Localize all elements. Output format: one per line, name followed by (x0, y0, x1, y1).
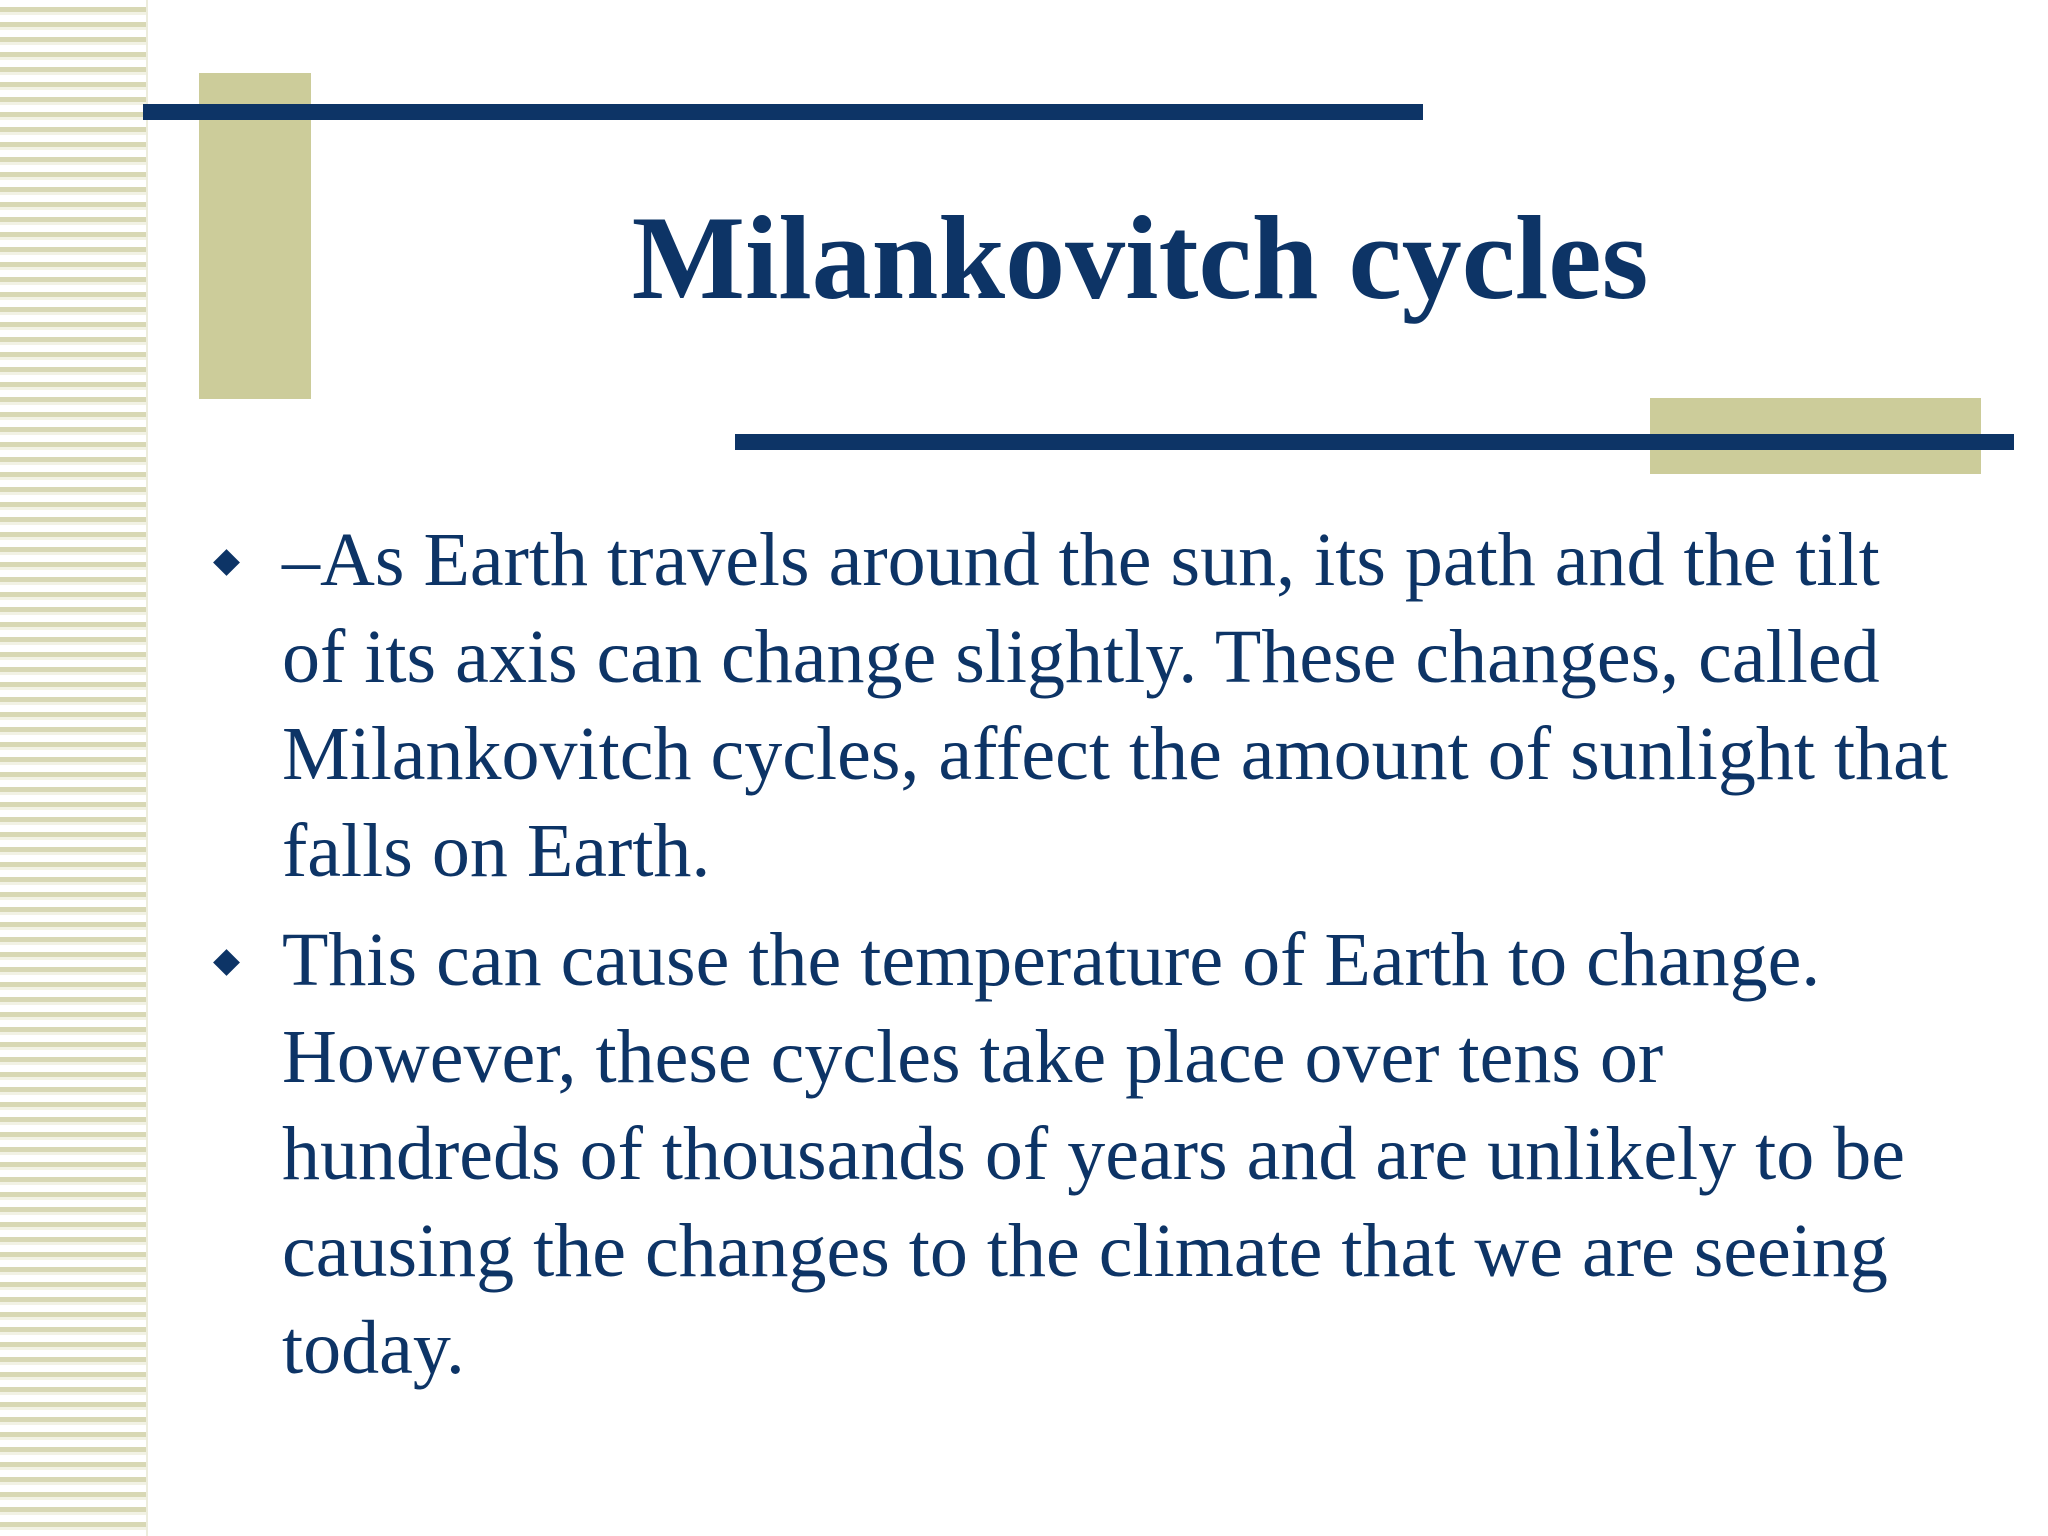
title-accent-block-left (199, 73, 311, 399)
diamond-bullet-icon (213, 949, 240, 976)
diamond-bullet-icon (213, 549, 240, 576)
bullet-text: –As Earth travels around the sun, its path and the tilt of its axis can change slightly. These changes, called Milankovitch cycles, affect the amount of sunlight that falls on Earth. (282, 518, 1948, 893)
left-stripe-decoration (0, 0, 146, 1536)
bullet-item-temperature-effect (200, 912, 1960, 1397)
stripe-edge-divider (146, 0, 148, 1536)
bullet-item-milankovitch-definition (200, 512, 1960, 900)
title-bottom-rule (735, 434, 2014, 450)
bullet-list (200, 512, 1960, 1409)
bullet-text: This can cause the temperature of Earth to change. However, these cycles take place over tens or hundreds of thousands of years and are unlikely to be causing the changes to the climate that we are seeing today. (282, 918, 1906, 1390)
title-top-rule (143, 104, 1423, 120)
slide-title: Milankovitch cycles (631, 191, 1649, 324)
